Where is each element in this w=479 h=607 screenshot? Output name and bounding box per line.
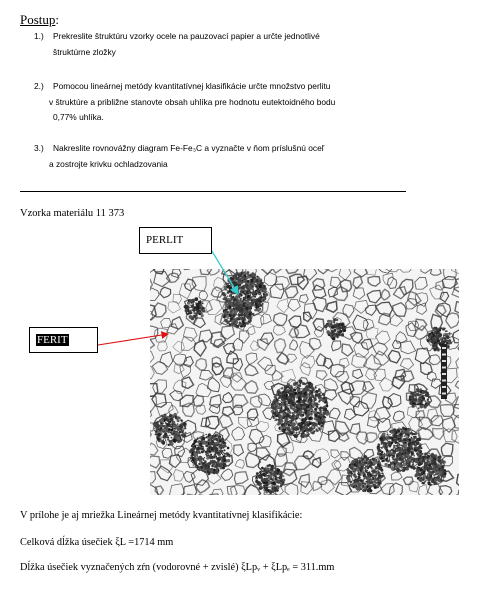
sample-label: Vzorka materiálu 11 373 <box>20 208 125 219</box>
step-line: Pomocou lineárnej metódy kvantitatívnej klasifikácie určte množstvo perlitu <box>53 81 331 91</box>
step-line: štruktúrne zložky <box>53 46 116 57</box>
perlit-label-text: PERLIT <box>146 234 184 246</box>
heading-text: Postup <box>20 12 56 27</box>
heading-colon: : <box>55 12 60 27</box>
step-line: Prekreslite štruktúru vzorky ocele na pauzovací papier a určte jednotlivé <box>53 31 320 41</box>
marked-length: Dĺžka úsečiek vyznačených zŕn (vodorovné + zvislé) ξLpᵥ + ξLpₑ = 311.mm <box>20 562 335 573</box>
step-line: v štruktúre a približne stanovte obsah uhlíka pre hodnotu eutektoidného bodu <box>49 96 336 107</box>
ferit-label <box>29 327 98 353</box>
ferit-arrow <box>98 334 168 345</box>
perlit-label <box>139 227 212 254</box>
step-number: 3.) <box>34 143 44 153</box>
step-number: 2.) <box>34 81 44 91</box>
appendix-note: V prílohe je aj mriežka Lineárnej metódy kvantitatívnej klasifikácie: <box>20 510 303 521</box>
step-line: Nakreslite rovnovážny diagram Fe-Fe₃C a vyznačte v ňom príslušnú oceľ <box>53 143 325 153</box>
step-line: a zostrojte krivku ochladzovania <box>49 158 168 169</box>
ferit-label-text: FERIT <box>37 334 68 346</box>
step-line: 0,77% uhlíka. <box>53 112 104 122</box>
total-length: Celková dĺžka úsečiek ξL =1714 mm <box>20 537 174 548</box>
step-number: 1.) <box>34 31 44 41</box>
perlit-arrow <box>210 248 238 294</box>
